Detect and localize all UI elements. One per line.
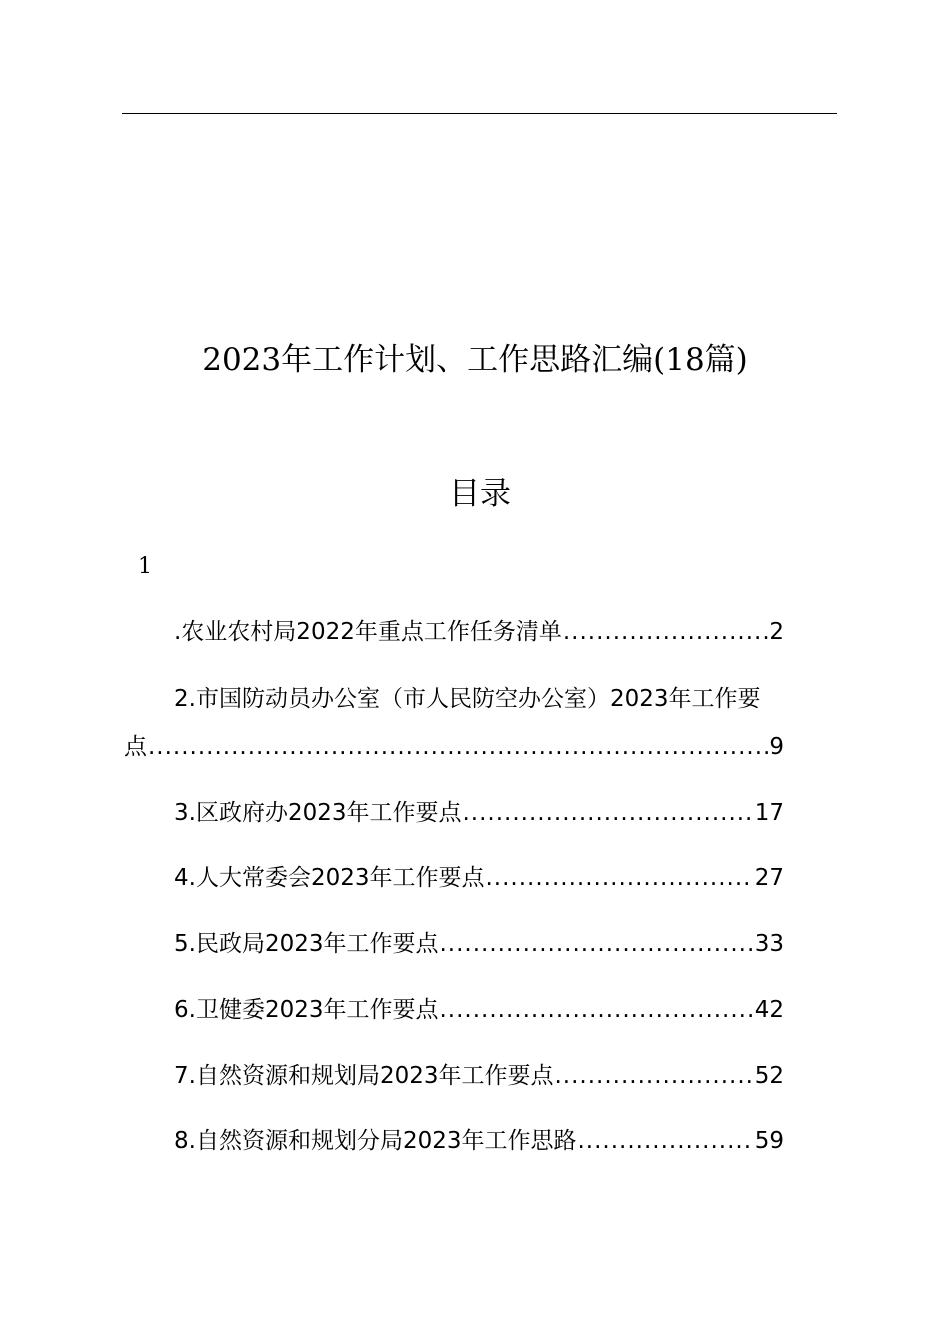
- toc-entry-2[interactable]: [124, 731, 784, 763]
- toc-entry-label: 8.自然资源和规划分局2023年工作思路: [174, 1128, 577, 1154]
- toc-entry-label: 5.民政局2023年工作要点: [174, 931, 439, 957]
- list-marker: 1: [138, 554, 152, 579]
- toc-entry-label: .农业农村局2022年重点工作任务清单: [174, 619, 562, 645]
- toc-leader-dots: [577, 1125, 753, 1157]
- toc-entry-1[interactable]: [174, 616, 784, 648]
- toc-entry-page: 59: [754, 1128, 784, 1154]
- toc-entry-3[interactable]: [174, 797, 784, 829]
- toc-heading: 目录: [449, 476, 511, 512]
- toc-entry-label: 7.自然资源和规划局2023年工作要点: [174, 1063, 554, 1089]
- toc-entry-6[interactable]: [174, 994, 784, 1026]
- toc-entry-4[interactable]: [174, 862, 784, 894]
- toc-entry-page: 42: [754, 997, 784, 1023]
- toc-entry-7[interactable]: [174, 1060, 784, 1092]
- toc-entry-label: 4.人大常委会2023年工作要点: [174, 865, 485, 891]
- toc-entry-label: 3.区政府办2023年工作要点: [174, 800, 462, 826]
- toc-leader-dots: [554, 1060, 753, 1092]
- toc-entry-8[interactable]: [174, 1125, 784, 1157]
- toc-entry-page: 52: [754, 1063, 784, 1089]
- toc-leader-dots: [439, 928, 753, 960]
- toc-leader-dots: [485, 862, 753, 894]
- toc-entry-5[interactable]: [174, 928, 784, 960]
- toc-entry-page: 2: [769, 619, 784, 645]
- toc-entry-label: 6.卫健委2023年工作要点: [174, 997, 439, 1023]
- toc-entry-label: 点: [124, 734, 147, 760]
- toc-entry-page: 27: [754, 865, 784, 891]
- toc-entry-page: 9: [769, 734, 784, 760]
- toc-leader-dots: [462, 797, 753, 829]
- toc-leader-dots: [439, 994, 753, 1026]
- toc-leader-dots: [148, 731, 768, 763]
- toc-entry-page: 33: [754, 931, 784, 957]
- document-title: 2023年工作计划、工作思路汇编(18篇): [202, 342, 748, 378]
- toc-leader-dots: [563, 616, 769, 648]
- toc-entry-2-line1[interactable]: 2.市国防动员办公室（市人民防空办公室）2023年工作要: [174, 686, 761, 712]
- toc-entry-page: 17: [754, 800, 784, 826]
